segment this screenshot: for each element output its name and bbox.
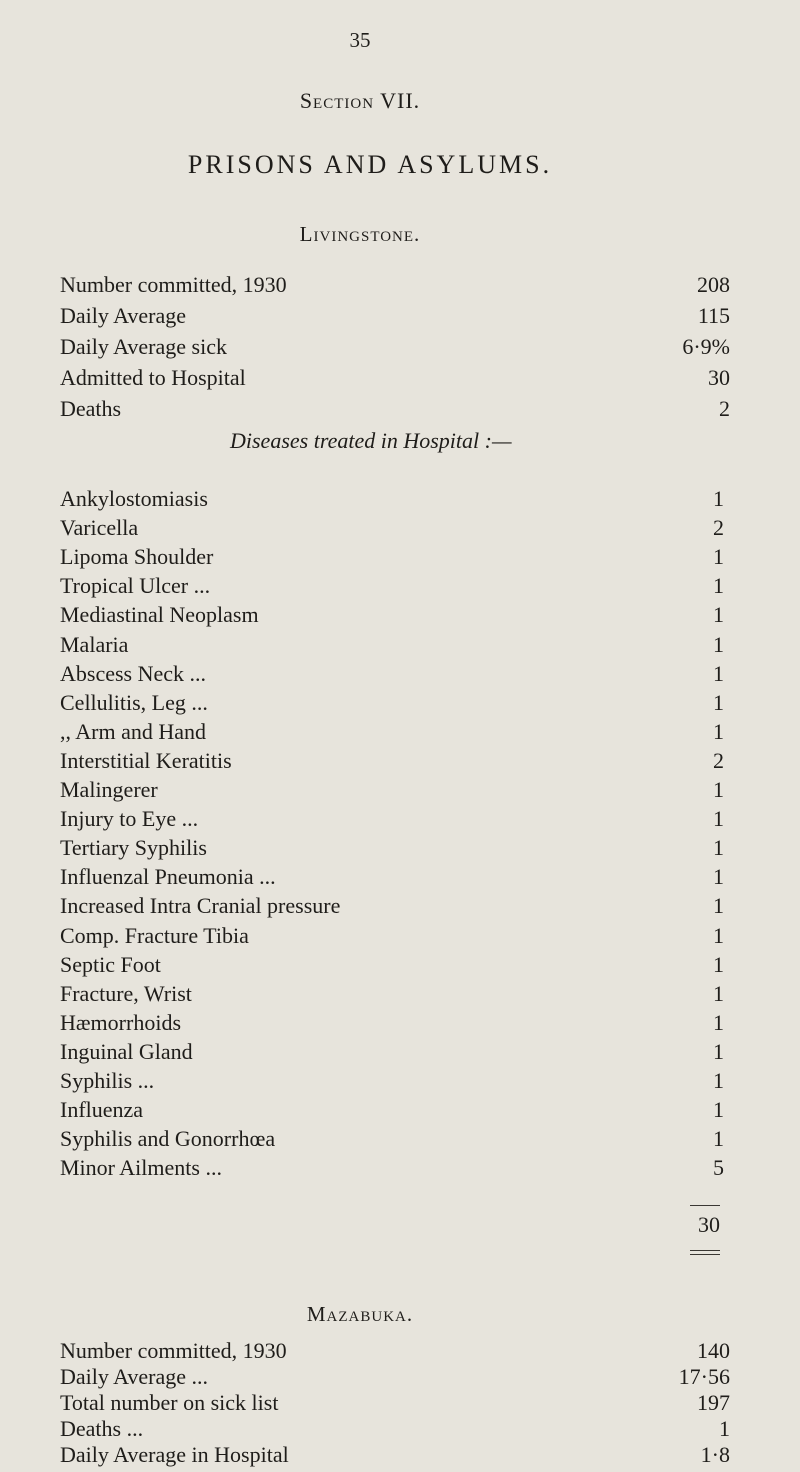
livingstone-disease-row	[60, 804, 724, 834]
livingstone-disease-value: 1	[713, 689, 724, 715]
livingstone-disease-row	[60, 1153, 724, 1183]
livingstone-disease-value: 1	[713, 1009, 724, 1035]
mazabuka-stat-label: Daily Average ...	[60, 1364, 209, 1389]
livingstone-disease-label: Fracture, Wrist	[60, 980, 192, 1006]
livingstone-stat-label: Daily Average sick	[60, 334, 227, 359]
livingstone-disease-label: Increased Intra Cranial pressure	[60, 893, 341, 919]
livingstone-disease-row	[60, 484, 724, 514]
livingstone-disease-row	[60, 659, 724, 689]
livingstone-disease-row	[60, 1037, 724, 1067]
mazabuka-stat-value: 140	[697, 1338, 730, 1363]
livingstone-disease-value: 1	[713, 1126, 724, 1152]
livingstone-disease-row	[60, 775, 724, 805]
livingstone-disease-label: Malaria	[60, 631, 129, 657]
livingstone-disease-row	[60, 1008, 724, 1038]
livingstone-disease-row	[60, 1095, 724, 1125]
livingstone-disease-value: 1	[713, 1068, 724, 1093]
livingstone-disease-row	[60, 833, 724, 863]
livingstone-disease-label: Malingerer	[60, 777, 158, 802]
livingstone-total: 30	[698, 1212, 720, 1237]
livingstone-disease-value: 5	[713, 1155, 724, 1181]
livingstone-disease-label: Influenza	[60, 1097, 144, 1123]
mazabuka-title: Mazabuka.	[306, 1302, 414, 1326]
livingstone-stat-value: 115	[697, 303, 730, 328]
livingstone-disease-row	[60, 1066, 724, 1096]
livingstone-disease-value: 1	[713, 893, 724, 919]
livingstone-disease-value: 1	[713, 980, 724, 1006]
livingstone-stat-label: Daily Average	[60, 303, 187, 328]
livingstone-disease-label: Ankylostomiasis	[60, 486, 208, 511]
livingstone-disease-value: 1	[713, 573, 724, 599]
mazabuka-stat-label: Number committed, 1930	[60, 1338, 287, 1363]
livingstone-disease-row	[60, 921, 724, 951]
livingstone-stat-row	[60, 301, 730, 331]
livingstone-disease-value: 1	[713, 602, 724, 628]
livingstone-disease-value: 1	[713, 544, 724, 570]
livingstone-disease-row	[60, 746, 724, 776]
livingstone-stat-value: 2	[719, 396, 730, 421]
livingstone-disease-label: Interstitial Keratitis	[60, 747, 232, 773]
livingstone-stat-value: 30	[708, 365, 730, 390]
mazabuka-stat-value: 1·8	[700, 1442, 730, 1467]
livingstone-disease-value: 1	[713, 631, 724, 657]
livingstone-stat-label: Deaths	[60, 396, 122, 421]
livingstone-disease-label: Varicella	[60, 515, 139, 541]
livingstone-disease-label: Comp. Fracture Tibia	[60, 922, 249, 948]
livingstone-disease-value: 1	[713, 660, 724, 686]
total-rule-double	[690, 1254, 720, 1255]
livingstone-disease-row	[60, 571, 724, 601]
mazabuka-stat-label: Total number on sick list	[60, 1390, 279, 1415]
livingstone-disease-row	[60, 862, 724, 892]
livingstone-stat-value: 6·9%	[682, 334, 730, 359]
livingstone-stat-row	[60, 270, 730, 300]
livingstone-stat-row	[60, 363, 730, 393]
livingstone-disease-label: Abscess Neck ...	[60, 660, 207, 686]
livingstone-disease-label: Mediastinal Neoplasm	[60, 602, 259, 628]
livingstone-stat-row	[60, 332, 730, 362]
livingstone-stat-value: 208	[697, 272, 730, 297]
livingstone-disease-row	[60, 1124, 724, 1154]
livingstone-disease-value: 1	[713, 777, 724, 802]
livingstone-disease-label: Hæmorrhoids	[60, 1009, 181, 1035]
livingstone-disease-value: 2	[713, 515, 724, 541]
livingstone-title: Livingstone.	[299, 222, 421, 246]
mazabuka-stat-value: 1	[719, 1416, 730, 1441]
livingstone-disease-row	[60, 717, 724, 747]
page-heading: PRISONS AND ASYLUMS.	[187, 150, 553, 179]
livingstone-disease-label: Injury to Eye ...	[60, 806, 199, 832]
livingstone-disease-label: Tertiary Syphilis	[60, 835, 207, 861]
livingstone-disease-value: 1	[713, 1038, 724, 1064]
page-number: 35	[349, 28, 371, 52]
total-rule-bottom	[690, 1250, 720, 1251]
livingstone-disease-value: 1	[713, 806, 724, 832]
mazabuka-stat-value: 197	[697, 1390, 730, 1415]
livingstone-disease-label: Lipoma Shoulder	[60, 544, 214, 570]
total-rule-top	[690, 1205, 720, 1206]
livingstone-disease-value: 1	[713, 864, 724, 890]
livingstone-stat-label: Admitted to Hospital	[60, 365, 246, 390]
livingstone-disease-value: 1	[713, 835, 724, 861]
livingstone-disease-row	[60, 600, 724, 630]
livingstone-disease-row	[60, 688, 724, 718]
mazabuka-stat-label: Deaths ...	[60, 1416, 144, 1441]
livingstone-disease-label: Syphilis ...	[60, 1068, 155, 1093]
livingstone-disease-label: Septic Foot	[60, 951, 161, 977]
livingstone-disease-row	[60, 891, 724, 921]
livingstone-stat-row	[60, 394, 730, 424]
livingstone-disease-label: Tropical Ulcer ...	[60, 573, 211, 599]
livingstone-disease-label: Cellulitis, Leg ...	[60, 689, 208, 715]
livingstone-disease-row	[60, 513, 724, 543]
livingstone-disease-row	[60, 542, 724, 572]
livingstone-disease-label: Syphilis and Gonorrhœa	[60, 1126, 276, 1152]
section-title: Section VII.	[299, 88, 421, 113]
mazabuka-stat-label: Daily Average in Hospital	[60, 1442, 289, 1467]
livingstone-disease-value: 1	[713, 718, 724, 744]
livingstone-disease-row	[60, 630, 724, 660]
livingstone-disease-row	[60, 979, 724, 1009]
livingstone-disease-value: 1	[713, 951, 724, 977]
livingstone-disease-value: 1	[713, 486, 724, 511]
livingstone-disease-row	[60, 950, 724, 980]
livingstone-disease-value: 1	[713, 1097, 724, 1123]
livingstone-disease-label: ,, Arm and Hand	[60, 718, 207, 744]
livingstone-disease-value: 2	[713, 747, 724, 773]
livingstone-diseases-heading: Diseases treated in Hospital :—	[230, 428, 512, 453]
livingstone-stat-label: Number committed, 1930	[60, 272, 287, 297]
mazabuka-stat-value: 17·56	[678, 1364, 730, 1389]
livingstone-disease-label: Influenzal Pneumonia ...	[60, 864, 276, 890]
livingstone-disease-label: Minor Ailments ...	[60, 1155, 222, 1181]
livingstone-disease-value: 1	[713, 922, 724, 948]
livingstone-disease-label: Inguinal Gland	[60, 1038, 193, 1064]
